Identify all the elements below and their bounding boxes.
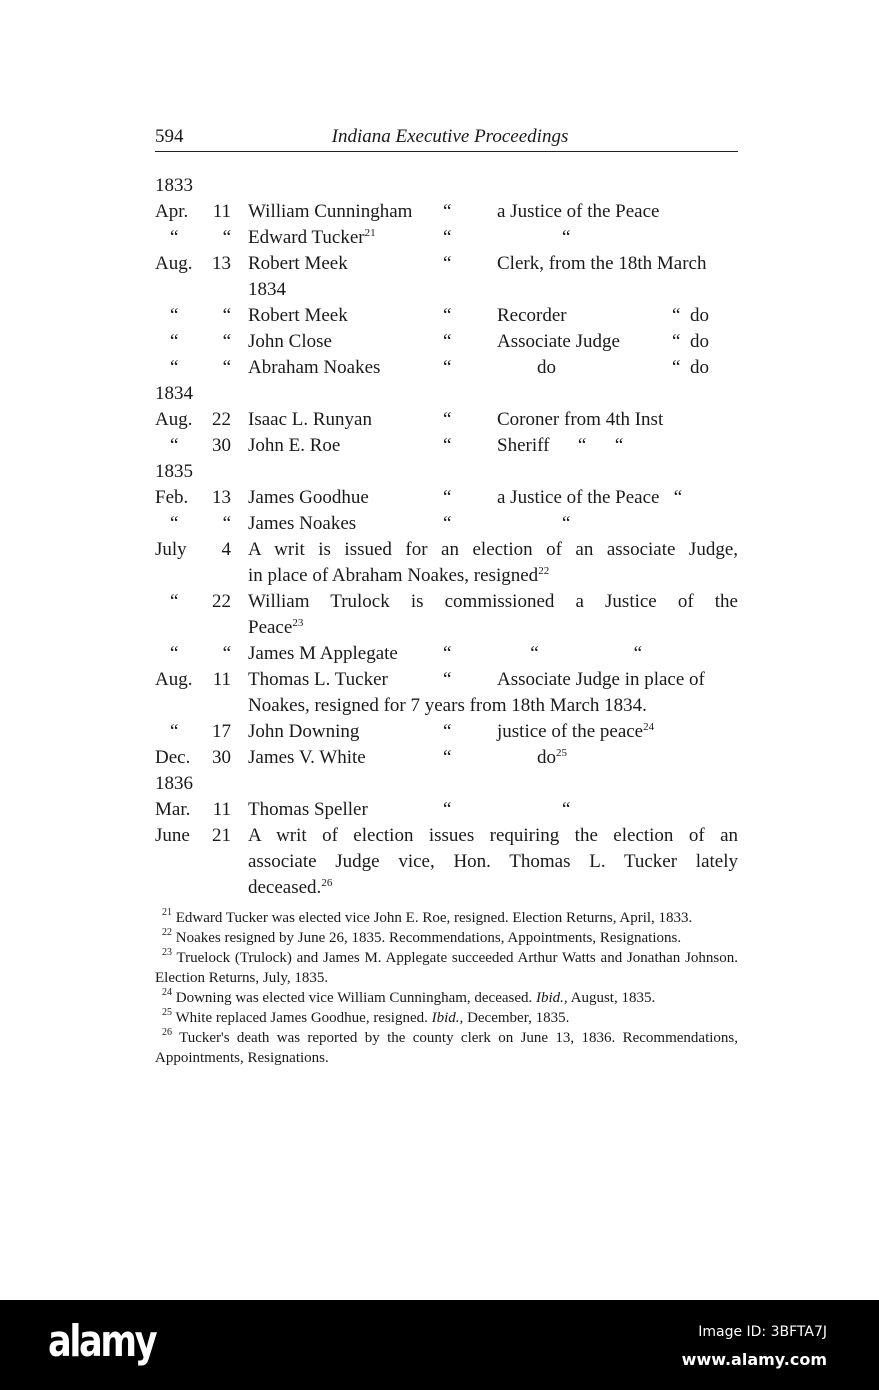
appointee-name: Thomas Speller [248,799,368,820]
office: “ “ [497,643,643,664]
footnote-ref: 23 [292,617,304,629]
ditto-mark: “ [443,305,452,326]
entry-day: 4 [221,539,231,560]
appointment-row [0,303,879,329]
office: Clerk, from the 18th March [497,253,707,274]
footnote: $^{24}$ Downing was elected vice William Cunningham, deceased. Ibid., August, 1835. [162,987,656,1006]
ditto-mark: “ [443,487,452,508]
entry-text: A writ is issued for an election of an associate Judge, [248,539,738,560]
watermark-bar [0,1300,879,1390]
ditto-mark: “ [443,643,452,664]
ditto-mark: “ [443,253,452,274]
entry-month: Feb. [155,487,189,508]
appointee-name: James M Applegate [248,643,398,664]
entry-day: “ [222,305,231,326]
office-ditto: “ [672,331,681,352]
office: a Justice of the Peace “ [497,487,683,508]
appointee-name: John Downing [248,721,360,742]
entry-day: 17 [212,721,231,742]
office: do [537,357,556,378]
office: justice of the peace$^{24}$ [497,721,655,742]
footnote-ref: 21 [364,227,376,239]
office: Associate Judge [497,331,620,352]
year-row [0,173,879,199]
appointee-name: Edward Tucker$^{21}$ [248,227,376,248]
entry-month: Apr. [155,201,189,222]
office-do: do [690,357,709,378]
entry-month: Aug. [155,253,193,274]
appointee-name: Abraham Noakes [248,357,381,378]
entry-month: “ [170,591,179,612]
ditto-mark: “ [443,201,452,222]
text-entry-line [0,537,879,563]
footnote-number: 25 [162,1007,172,1018]
entry-month: “ [170,305,179,326]
entry-text: Peace$^{23}$ [248,617,304,638]
footnote: $^{22}$ Noakes resigned by June 26, 1835. Recommendations, Appointments, Resignations. [162,927,682,946]
appointee-name: Thomas L. Tucker [248,669,388,690]
appointee-name: Isaac L. Runyan [248,409,372,430]
footnote: $^{26}$ Tucker's death was reported by the county clerk on June 13, 1836. Recommendations, Appointments, Resignations. [155,1027,738,1066]
entry-text: associate Judge vice, Hon. Thomas L. Tucker lately [248,851,738,872]
ditto-mark: “ [443,435,452,456]
entry-text: in place of Abraham Noakes, resigned$^{22}$ [248,565,550,586]
ditto-mark: “ [443,357,452,378]
year-row [0,381,879,407]
entry-text: A writ of election issues requiring the election of an [248,825,738,846]
entry-day: 11 [212,201,231,222]
office: Recorder [497,305,567,326]
appointment-row [0,225,879,251]
ditto-mark: “ [443,227,452,248]
office-do: do [690,305,709,326]
entry-day: 22 [212,409,231,430]
text-entry-line [0,875,879,901]
year-heading: 1834 [155,383,193,404]
entry-day: “ [222,227,231,248]
year-heading: 1835 [155,461,193,482]
appointment-row [0,199,879,225]
entry-month: July [155,539,187,560]
entry-day: 11 [212,669,231,690]
appointment-row [0,355,879,381]
appointment-row [0,745,879,771]
text-entry-line [0,849,879,875]
entry-month: Aug. [155,409,193,430]
appointee-name: James Goodhue [248,487,369,508]
footnote: $^{21}$ Edward Tucker was elected vice John E. Roe, resigned. Election Returns, April, 1833. [162,907,693,926]
alamy-logo: alamy [48,1316,156,1367]
appointments-list [0,173,879,901]
ditto-mark: “ [443,669,452,690]
office: “ [562,227,571,248]
entry-month: Dec. [155,747,191,768]
ditto-mark: “ [443,409,452,430]
office: “ [562,799,571,820]
office: a Justice of the Peace [497,201,660,222]
entry-day: “ [222,643,231,664]
text-entry-line [0,823,879,849]
running-title: Indiana Executive Proceedings [331,126,569,147]
office: Sheriff “ “ [497,435,624,456]
office-ditto: “ [672,357,681,378]
text-entry-line [0,615,879,641]
entry-day: 22 [212,591,231,612]
office: $do^{25}$ [537,747,567,768]
entry-day: 30 [212,747,231,768]
footnote-number: 26 [162,1027,172,1038]
footnote-ref: 24 [643,721,655,733]
entry-month: Mar. [155,799,191,820]
entry-text: deceased.$^{26}$ [248,877,333,898]
ditto-mark: “ [443,513,452,534]
appointment-row [0,485,879,511]
appointee-name: James V. White [248,747,366,768]
subyear-row [0,277,879,303]
footnote-number: 21 [162,907,172,918]
entry-month: “ [170,331,179,352]
entry-text: William Trulock is commissioned a Justice of the [248,591,738,612]
footnote-number: 22 [162,927,172,938]
appointment-row [0,251,879,277]
ditto-mark: “ [443,799,452,820]
appointee-name: Robert Meek [248,305,348,326]
watermark-url: www.alamy.com [681,1350,827,1369]
citation-ibid: Ibid., [536,990,568,1006]
page-number: 594 [155,126,184,147]
appointment-row [0,641,879,667]
appointment-row [0,511,879,537]
entry-continuation: Noakes, resigned for 7 years from 18th March 1834. [248,695,647,716]
footnote-ref: 25 [556,747,567,759]
entry-month: “ [170,643,179,664]
appointment-row [0,667,879,693]
office: Associate Judge in place of [497,669,705,690]
office-do: do [690,331,709,352]
office-ditto: “ [672,305,681,326]
entry-day: 13 [212,487,231,508]
entry-day: “ [222,357,231,378]
entry-month: “ [170,227,179,248]
entry-month: “ [170,513,179,534]
entry-day: 30 [212,435,231,456]
appointment-row [0,433,879,459]
header-rule [155,151,738,152]
entry-month: “ [170,357,179,378]
year-heading: 1833 [155,175,193,196]
entry-month: June [155,825,190,846]
appointment-row [0,797,879,823]
appointment-row [0,407,879,433]
year-row [0,459,879,485]
entry-month: “ [170,721,179,742]
ditto-mark: “ [443,747,452,768]
footnote-number: 23 [162,947,172,958]
footnote-number: 24 [162,987,172,998]
footnote: $^{25}$ White replaced James Goodhue, resigned. Ibid., December, 1835. [162,1007,570,1026]
entry-day: 11 [212,799,231,820]
entry-day: “ [222,331,231,352]
year-row [0,771,879,797]
image-id: Image ID: 3BFTA7J [698,1324,827,1340]
footnotes [155,908,738,1068]
entry-day: “ [222,513,231,534]
appointee-name: William Cunningham [248,201,413,222]
appointment-row [0,329,879,355]
footnote-ref: 22 [538,565,550,577]
citation-ibid: Ibid., [431,1010,464,1026]
office: Coroner from 4th Inst [497,409,664,430]
footnote-ref: 26 [321,877,333,889]
appointment-row [0,719,879,745]
text-entry-line [0,563,879,589]
appointee-name: John E. Roe [248,435,341,456]
entry-month: “ [170,435,179,456]
appointee-name: Robert Meek [248,253,348,274]
ditto-mark: “ [443,721,452,742]
ditto-mark: “ [443,331,452,352]
text-entry-line [0,589,879,615]
appointee-name: James Noakes [248,513,357,534]
entry-month: Aug. [155,669,193,690]
appointee-name: John Close [248,331,332,352]
entry-day: 13 [212,253,231,274]
entry-day: 21 [212,825,231,846]
year-note: 1834 [248,279,286,300]
office: “ [562,513,571,534]
footnote: $^{23}$ Truelock (Trulock) and James M. Applegate succeeded Arthur Watts and Jonathan Johnson. Election Returns, July, 1835. [155,947,738,986]
year-heading: 1836 [155,773,193,794]
cont-row [0,693,879,719]
